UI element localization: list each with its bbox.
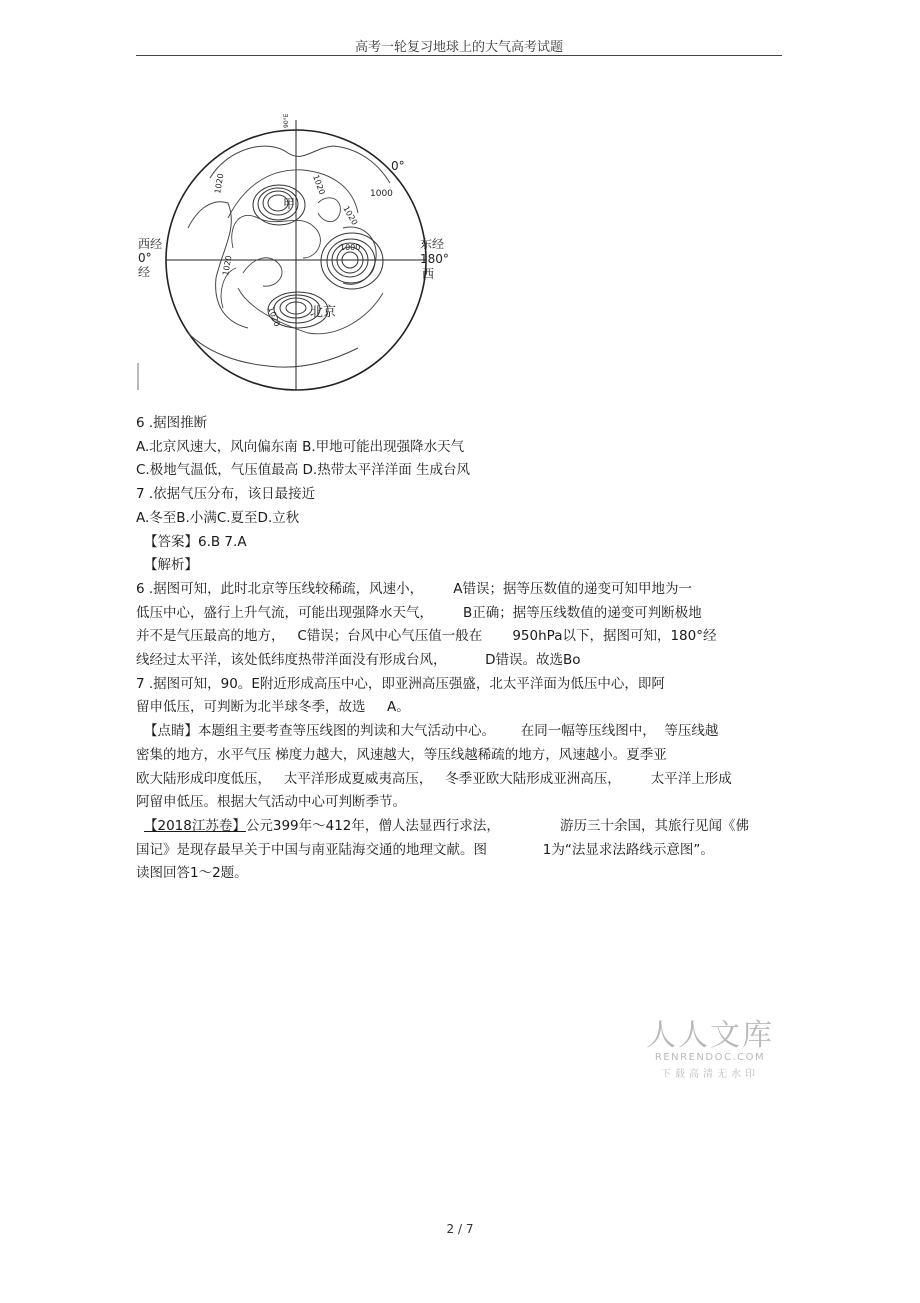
tips-line-3: 欧大陆形成印度低压， 太平洋形成夏威夷高压， 冬季亚欧大陆形成亚洲高压， 太平洋上形成 (136, 770, 732, 787)
answer-line: 【答案】6.B 7.A (144, 533, 247, 550)
isobar-map-svg (128, 108, 458, 398)
question-7-stem: 7 .依据气压分布，该日最接近 (136, 486, 316, 503)
label-jia: 甲 (283, 197, 296, 211)
svg-text:西: 西 (422, 267, 435, 281)
question-6-stem: 6 .据图推断 (136, 415, 208, 431)
tips-line-4: 阿留申低压。根据大气活动中心可判断季节。 (136, 794, 406, 811)
header-divider (136, 55, 782, 56)
label-iso-1020-c: 1020 (341, 204, 360, 227)
coastline-south (188, 333, 358, 367)
analysis-heading: 【解析】 (144, 557, 198, 574)
svg-text:0°: 0° (138, 251, 152, 265)
svg-text:东经: 东经 (420, 237, 445, 251)
analysis-line-6: 留申低压，可判断为北半球冬季，故选 A。 (136, 699, 410, 716)
exam-source-tag: 【2018江苏卷】 (144, 817, 246, 834)
watermark-logo (645, 1010, 775, 1080)
label-iso-1020-b: 1020 (213, 172, 226, 195)
label-beijing: 北京 (310, 305, 337, 320)
analysis-line-2: 低压中心，盛行上升气流，可能出现强降水天气， B正确；据等压线数值的递变可判断极地 (136, 604, 702, 621)
next-question-text-1: 公元399年～412年，僧人法显西行求法， 游历三十余国，其旅行见闻《佛 (245, 817, 749, 834)
label-iso-1020-e: 1020 (266, 305, 282, 328)
watermark-title: 人人文库 (646, 1018, 774, 1053)
tips-line-2: 密集的地方，水平气压 梯度力越大，风速越大，等压线越稀疏的地方，风速越小。夏季亚 (136, 746, 667, 763)
tips-line-1: 【点睛】本题组主要考查等压线图的判读和大气活动中心。 在同一幅等压线图中， 等压线越 (144, 723, 719, 740)
isobar-map-figure (128, 108, 458, 398)
label-iso-1000-b: 1000 (340, 243, 361, 252)
analysis-line-1: 6 .据图可知，此时北京等压线较稀疏，风速小， A错误；据等压数值的递变可知甲地为一 (136, 580, 692, 597)
label-zero-degree: 0° (391, 159, 405, 173)
next-question-text-2: 国记》是现存最早关于中国与南亚陆海交通的地理文献。图 1为“法显求法路线示意图”。 (136, 841, 714, 858)
label-top-axis: 90°E (283, 113, 290, 128)
label-iso-1000-a: 1000 (370, 189, 393, 199)
label-iso-1020-d: 1020 (221, 254, 234, 277)
analysis-line-4: 线经过太平洋，该处低纬度热带洋面没有形成台风， D错误。故选Bo (136, 652, 581, 669)
label-west-meridian (138, 237, 162, 279)
question-6-options-ab: A.北京风速大，风向偏东南 B.甲地可能出现强降水天气 (136, 438, 465, 455)
svg-text:180°: 180° (420, 252, 449, 266)
next-question-text-3: 读图回答1～2题。 (136, 865, 248, 882)
page-number: 2 / 7 (446, 1222, 474, 1236)
next-question-intro (136, 815, 796, 839)
page-header-title: 高考一轮复习地球上的大气高考试题 (354, 40, 563, 55)
question-6-options-cd: C.极地气温低，气压值最高 D.热带太平洋洋面 生成台风 (136, 462, 470, 479)
watermark-domain: RENRENDOC.COM (654, 1052, 766, 1063)
analysis-line-5: 7 .据图可知，90。E附近形成高压中心，即亚洲高压强盛，北太平洋面为低压中心，即阿 (136, 675, 665, 692)
coastline-east (343, 227, 376, 284)
isobars-asia-high (321, 233, 383, 289)
label-iso-1020-a: 1020 (311, 173, 327, 196)
question-body (136, 412, 796, 886)
label-east-meridian (420, 237, 449, 281)
watermark-subtitle: 下载高清无水印 (661, 1069, 759, 1080)
svg-text:西经: 西经 (138, 237, 163, 251)
analysis-line-3: 并不是气压最高的地方， C错误；台风中心气压值一般在 950hPa以下，据图可知，180°经 (136, 628, 717, 645)
question-7-options: A.冬至B.小满C.夏至D.立秋 (136, 509, 300, 526)
coastline-north (210, 146, 390, 183)
svg-text:经: 经 (138, 265, 151, 279)
coastline-west (188, 202, 248, 328)
